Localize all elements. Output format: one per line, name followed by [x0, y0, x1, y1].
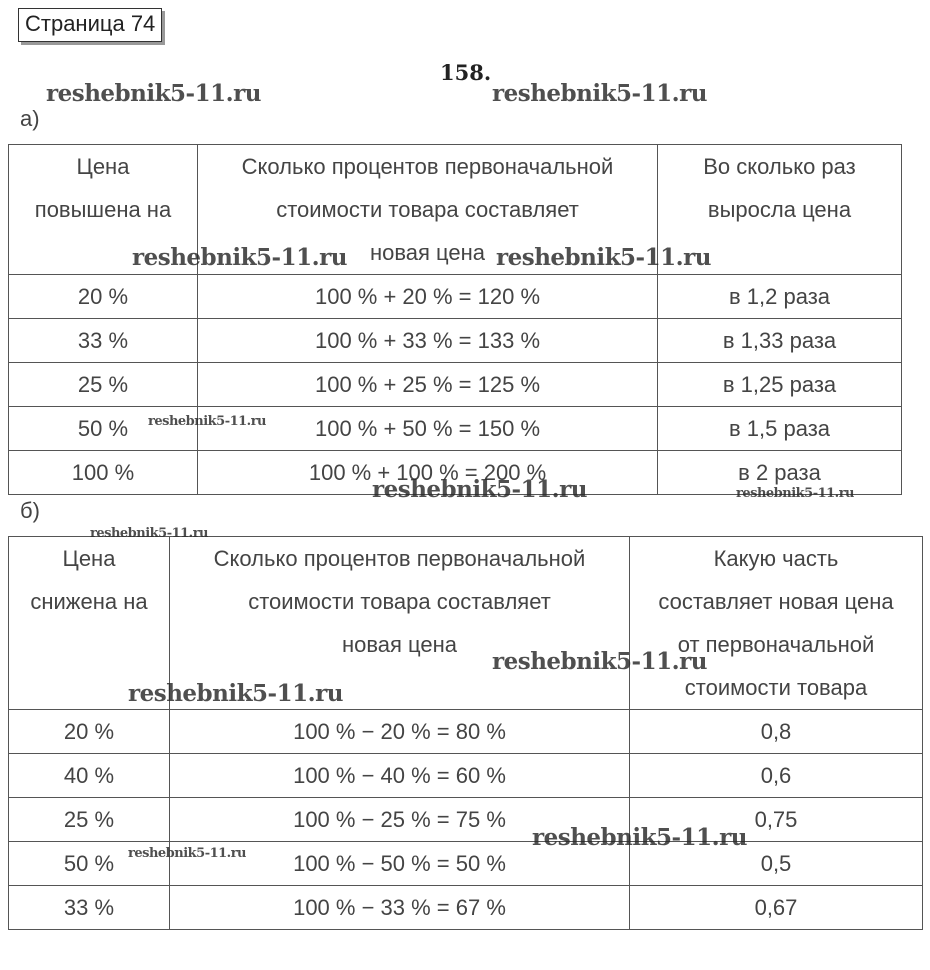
- table-cell: 0,8: [630, 710, 923, 754]
- table-cell: 33 %: [9, 319, 198, 363]
- header-text: стоимости товара составляет: [248, 589, 551, 614]
- table-cell: 100 % + 25 % = 125 %: [198, 363, 658, 407]
- header-text: Сколько процентов первоначальной: [213, 546, 586, 571]
- table-row: [9, 886, 923, 930]
- table-cell: в 1,33 раза: [658, 319, 902, 363]
- header-text: стоимости товара: [684, 675, 868, 700]
- table-row: [9, 754, 923, 798]
- header-text: выросла цена: [707, 197, 852, 222]
- table-cell: 25 %: [9, 798, 170, 842]
- watermark: reshebnik5-11.ru: [90, 526, 209, 541]
- task-number: 158.: [440, 60, 492, 85]
- page-label: Страница 74: [18, 8, 162, 42]
- watermark: reshebnik5-11.ru: [128, 680, 343, 707]
- table-cell: в 1,5 раза: [658, 407, 902, 451]
- table-cell: 100 % + 33 % = 133 %: [198, 319, 658, 363]
- table-cell: 100 % − 33 % = 67 %: [170, 886, 630, 930]
- table-cell: в 1,25 раза: [658, 363, 902, 407]
- table-cell: 100 % + 100 % = 200 %: [198, 451, 658, 495]
- table-cell: 0,5: [630, 842, 923, 886]
- table-cell: 100 %: [9, 451, 198, 495]
- part-a-label: а): [20, 106, 40, 131]
- watermark: reshebnik5-11.ru: [132, 244, 347, 271]
- watermark: reshebnik5-11.ru: [492, 80, 707, 107]
- table-cell: 50 %: [9, 842, 170, 886]
- table-cell: 33 %: [9, 886, 170, 930]
- table-cell: 100 % + 50 % = 150 %: [198, 407, 658, 451]
- table-cell: 50 %: [9, 407, 198, 451]
- table-row: [9, 710, 923, 754]
- watermark: reshebnik5-11.ru: [496, 244, 711, 271]
- table-row: [9, 319, 902, 363]
- header-text: Цена: [62, 546, 116, 571]
- watermark: reshebnik5-11.ru: [148, 414, 267, 429]
- table-cell: 100 % + 20 % = 120 %: [198, 275, 658, 319]
- table-row: [9, 798, 923, 842]
- table-row: [9, 407, 902, 451]
- watermark: reshebnik5-11.ru: [736, 486, 855, 501]
- header-text: составляет новая цена: [658, 589, 894, 614]
- part-b-label: б): [20, 498, 40, 523]
- table-part-b: [8, 536, 923, 930]
- header-text: Цена: [76, 154, 130, 179]
- header-text: от первоначальной: [677, 632, 875, 657]
- watermark: reshebnik5-11.ru: [46, 80, 261, 107]
- header-text: новая цена: [341, 632, 458, 657]
- table-part-a: [8, 144, 902, 495]
- header-text: снижена на: [30, 589, 148, 614]
- table-cell: 0,75: [630, 798, 923, 842]
- watermark: reshebnik5-11.ru: [492, 648, 707, 675]
- table-cell: 25 %: [9, 363, 198, 407]
- header-cell-fraction: [630, 537, 923, 710]
- table-cell: 20 %: [9, 275, 198, 319]
- header-text: повышена на: [34, 197, 172, 222]
- table-cell: 100 % − 25 % = 75 %: [170, 798, 630, 842]
- watermark: reshebnik5-11.ru: [372, 476, 587, 503]
- table-cell: 100 % − 20 % = 80 %: [170, 710, 630, 754]
- table-cell: 20 %: [9, 710, 170, 754]
- header-text: Какую часть: [713, 546, 839, 571]
- watermark: reshebnik5-11.ru: [532, 824, 747, 851]
- table-row: [9, 275, 902, 319]
- table-cell: в 1,2 раза: [658, 275, 902, 319]
- table-row: [9, 363, 902, 407]
- watermark: reshebnik5-11.ru: [128, 846, 247, 861]
- table-cell: 100 % − 40 % = 60 %: [170, 754, 630, 798]
- table-cell: 100 % − 50 % = 50 %: [170, 842, 630, 886]
- table-cell: 0,6: [630, 754, 923, 798]
- header-text: стоимости товара составляет: [276, 197, 579, 222]
- table-cell: в 2 раза: [658, 451, 902, 495]
- header-text: Сколько процентов первоначальной: [241, 154, 614, 179]
- table-cell: 0,67: [630, 886, 923, 930]
- table-cell: 40 %: [9, 754, 170, 798]
- header-text: новая цена: [369, 240, 486, 265]
- header-text: Во сколько раз: [703, 154, 856, 179]
